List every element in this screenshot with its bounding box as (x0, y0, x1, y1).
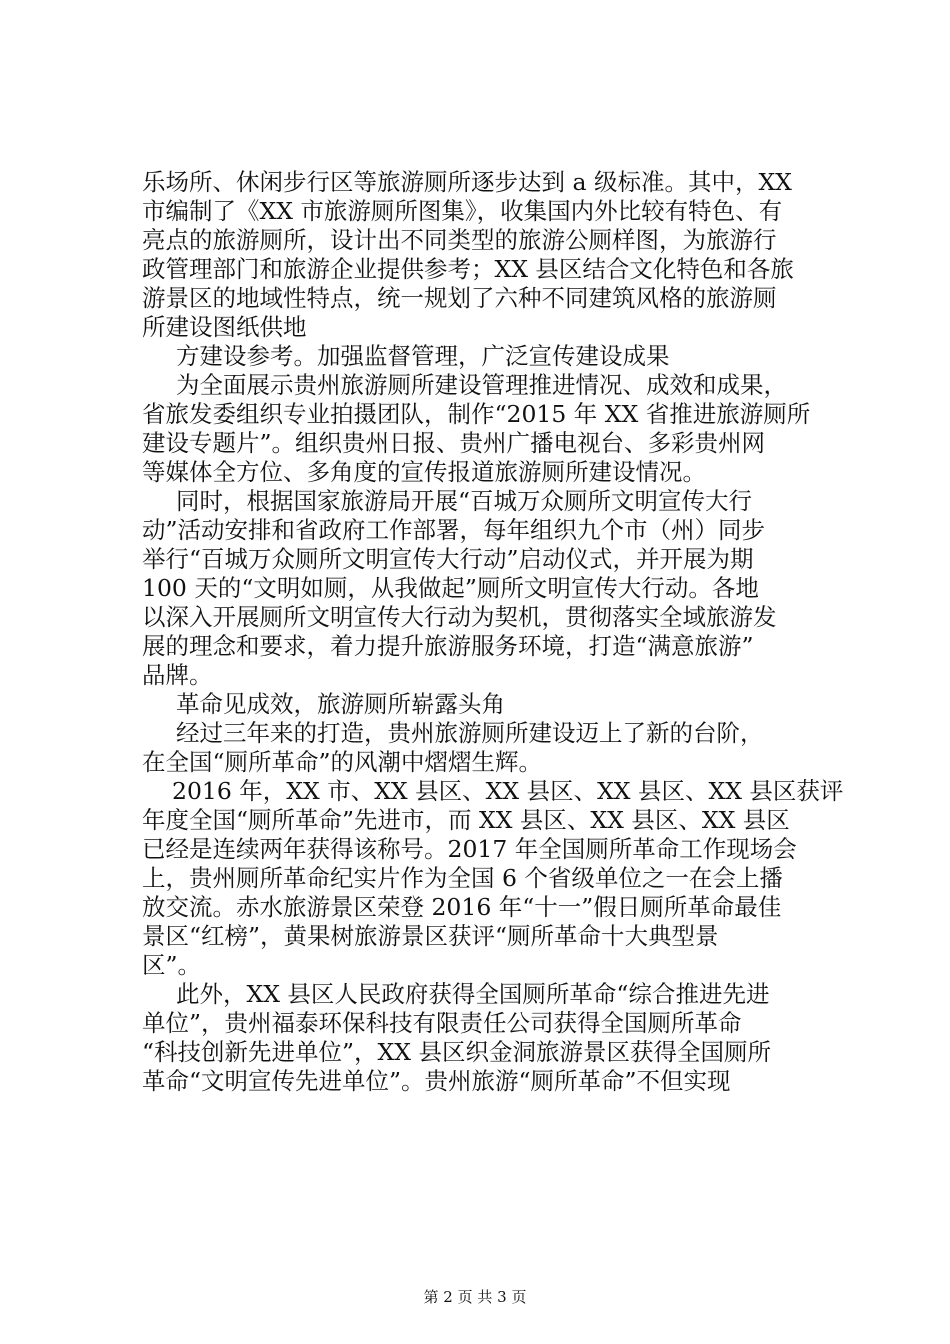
paragraph-start: 此外，XX 县区人民政府获得全国厕所革命“综合推进先进 (176, 980, 770, 1008)
text-line: 乐场所、休闲步行区等旅游厕所逐步达到 a 级标准。其中，XX (142, 168, 792, 196)
text-line: 游景区的地域性特点，统一规划了六种不同建筑风格的旅游厕 (142, 284, 777, 312)
text-line: 动”活动安排和省政府工作部署，每年组织九个市（州）同步 (142, 516, 766, 544)
text-line: 以深入开展厕所文明宣传大行动为契机，贯彻落实全域旅游发 (142, 603, 777, 631)
text-line: 政管理部门和旅游企业提供参考；XX 县区结合文化特色和各旅 (142, 255, 794, 283)
text-line: 所建设图纸供地 (142, 313, 307, 341)
section-heading: 方建设参考。加强监督管理，广泛宣传建设成果 (176, 342, 670, 370)
text-line: 单位”，贵州福泰环保科技有限责任公司获得全国厕所革命 (142, 1009, 742, 1037)
document-body (142, 168, 842, 1096)
text-line: 在全国“厕所革命”的风潮中熠熠生辉。 (142, 748, 543, 776)
text-line: 举行“百城万众厕所文明宣传大行动”启动仪式，并开展为期 (142, 545, 754, 573)
paragraph-start: 2016 年，XX 市、XX 县区、XX 县区、XX 县区、XX 县区获评 (172, 777, 844, 805)
text-line: 上，贵州厕所革命纪实片作为全国 6 个省级单位之一在会上播 (142, 864, 783, 892)
text-line: 市编制了《XX 市旅游厕所图集》，收集国内外比较有特色、有 (142, 197, 783, 225)
text-line: 革命“文明宣传先进单位”。贵州旅游“厕所革命”不但实现 (142, 1067, 731, 1095)
paragraph-start: 为全面展示贵州旅游厕所建设管理推进情况、成效和成果， (176, 371, 787, 399)
text-line: 省旅发委组织专业拍摄团队，制作“2015 年 XX 省推进旅游厕所 (142, 400, 811, 428)
text-line: 年度全国“厕所革命”先进市，而 XX 县区、XX 县区、XX 县区 (142, 806, 790, 834)
text-line: 建设专题片”。组织贵州日报、贵州广播电视台、多彩贵州网 (142, 429, 766, 457)
section-heading: 革命见成效，旅游厕所崭露头角 (176, 690, 505, 718)
text-line: 展的理念和要求，着力提升旅游服务环境，打造“满意旅游” (142, 632, 754, 660)
text-line: “科技创新先进单位”，XX 县区织金洞旅游景区获得全国厕所 (142, 1038, 771, 1066)
text-line: 已经是连续两年获得该称号。2017 年全国厕所革命工作现场会 (142, 835, 797, 863)
paragraph-start: 同时，根据国家旅游局开展“百城万众厕所文明宣传大行 (176, 487, 753, 515)
text-line: 放交流。赤水旅游景区荣登 2016 年“十一”假日厕所革命最佳 (142, 893, 782, 921)
text-line: 等媒体全方位、多角度的宣传报道旅游厕所建设情况。 (142, 458, 706, 486)
text-line: 亮点的旅游厕所，设计出不同类型的旅游公厕样图，为旅游行 (142, 226, 777, 254)
text-line: 景区“红榜”，黄果树旅游景区获评“厕所革命十大典型景 (142, 922, 719, 950)
text-line: 区”。 (142, 951, 202, 979)
text-line: 品牌。 (142, 661, 213, 689)
page-number: 第 2 页 共 3 页 (423, 1288, 527, 1306)
text-line: 100 天的“文明如厕，从我做起”厕所文明宣传大行动。各地 (142, 574, 759, 602)
paragraph-start: 经过三年来的打造，贵州旅游厕所建设迈上了新的台阶， (176, 719, 764, 747)
